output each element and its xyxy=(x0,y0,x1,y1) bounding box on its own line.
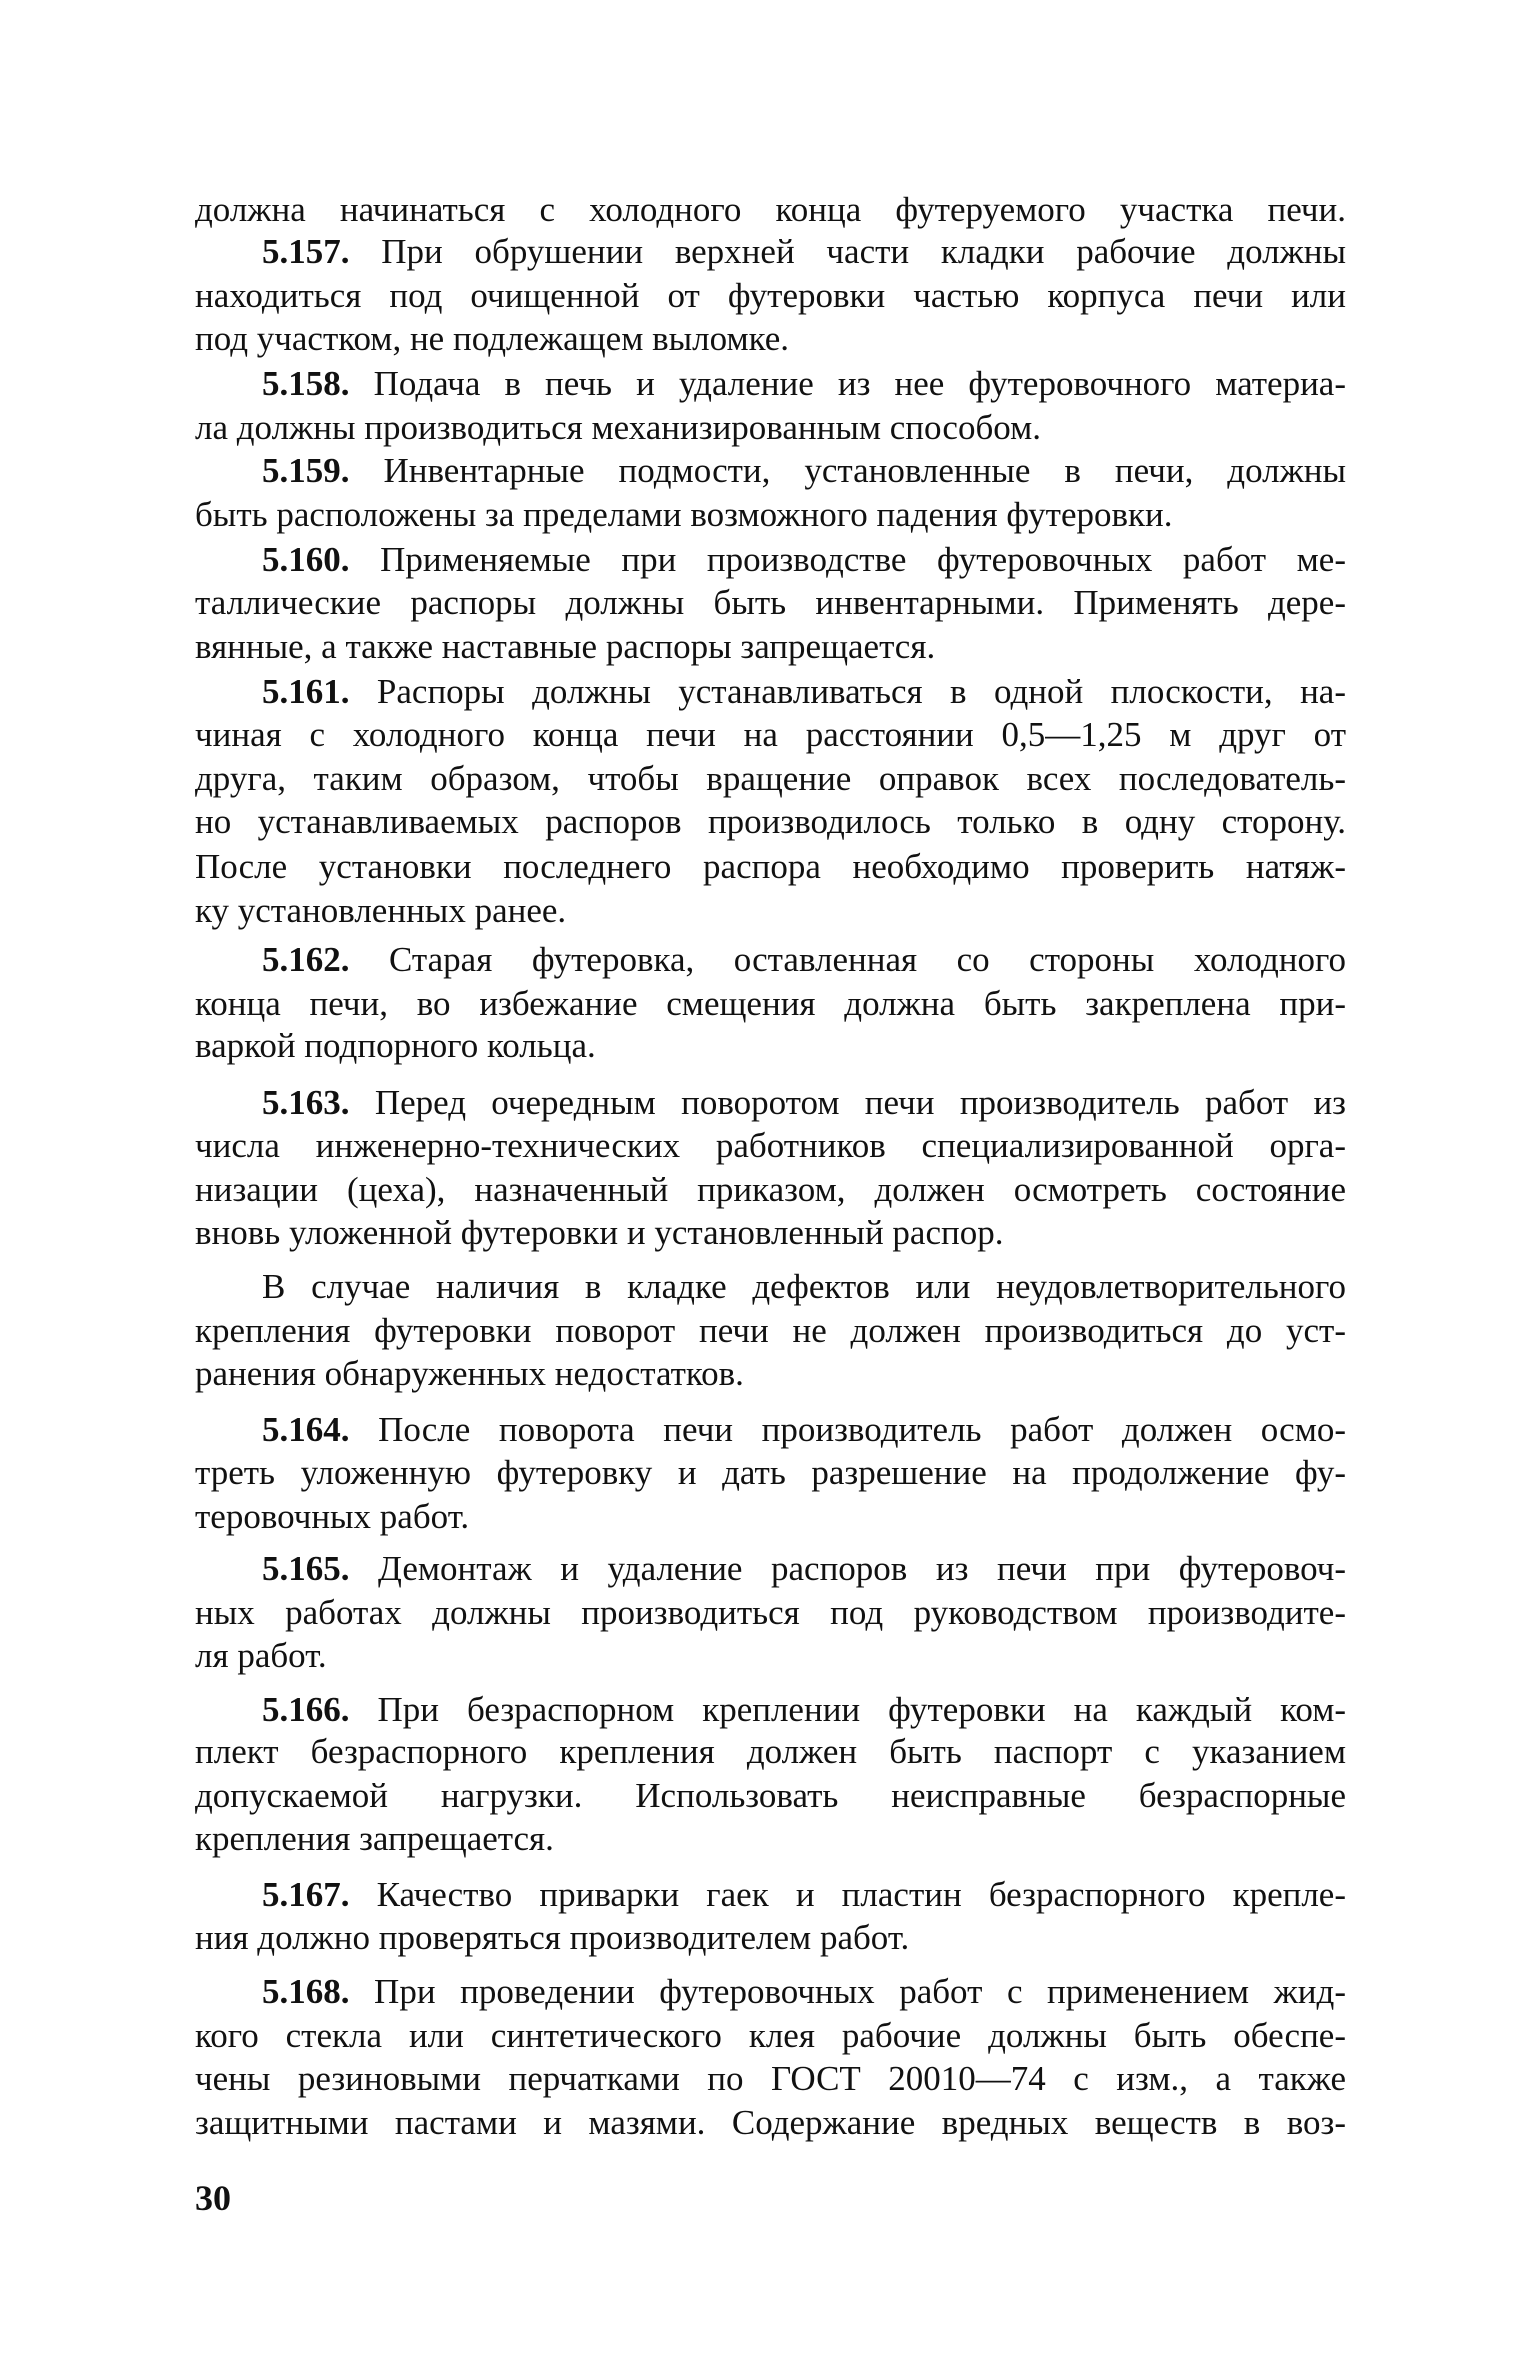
text-line xyxy=(195,1634,1346,1678)
text-line xyxy=(195,982,1346,1026)
line-text: друга, таким образом, чтобы вращение оправок всех последователь- xyxy=(195,759,1346,798)
text-line xyxy=(195,2014,1346,2058)
line-text: крепления футеровки поворот печи не должен производиться до уст- xyxy=(195,1311,1346,1350)
line-text: плект безраспорного крепления должен быть паспорт с указанием xyxy=(195,1732,1346,1771)
text-line xyxy=(195,1451,1346,1495)
line-text: кого стекла или синтетического клея рабочие должны быть обеспе- xyxy=(195,2016,1346,2055)
text-line xyxy=(262,449,1346,493)
text-line xyxy=(195,188,1346,232)
line-text: вновь уложенной футеровки и установленный распор. xyxy=(195,1213,1004,1252)
text-line xyxy=(195,757,1346,801)
text-line xyxy=(195,889,1346,933)
line-text: но устанавливаемых распоров производилось только в одну сторону. xyxy=(195,802,1346,841)
line-text: После поворота печи производитель работ должен осмо- xyxy=(378,1410,1346,1449)
text-line xyxy=(262,670,1346,714)
line-text: находиться под очищенной от футеровки частью корпуса печи или xyxy=(195,276,1346,315)
clause-number: 5.164. xyxy=(262,1410,350,1449)
text-line xyxy=(195,1309,1346,1353)
text-line xyxy=(195,1495,1346,1539)
line-text: ку установленных ранее. xyxy=(195,891,567,930)
text-line xyxy=(195,581,1346,625)
text-line xyxy=(195,625,1346,669)
line-text: Качество приварки гаек и пластин безраспорного крепле- xyxy=(376,1875,1346,1914)
clause-number: 5.167. xyxy=(262,1875,350,1914)
text-line xyxy=(262,538,1346,582)
line-text: ла должны производиться механизированным способом. xyxy=(195,408,1041,447)
text-line xyxy=(195,845,1346,889)
line-text: конца печи, во избежание смещения должна быть закреплена при- xyxy=(195,984,1346,1023)
text-line xyxy=(195,1168,1346,1212)
line-text: числа инженерно-технических работников специализированной орга- xyxy=(195,1126,1346,1165)
line-text: ния должно проверяться производителем работ. xyxy=(195,1918,910,1957)
line-text: Применяемые при производстве футеровочных работ ме- xyxy=(380,540,1347,579)
text-line xyxy=(262,230,1346,274)
text-line xyxy=(195,800,1346,844)
line-text: защитными пастами и мазями. Содержание вредных веществ в воз- xyxy=(195,2103,1346,2142)
clause-number: 5.157. xyxy=(262,232,350,271)
line-text: теровочных работ. xyxy=(195,1497,470,1536)
line-text: крепления запрещается. xyxy=(195,1819,554,1858)
text-line xyxy=(262,938,1346,982)
line-text: чены резиновыми перчатками по ГОСТ 20010—74 с изм., а также xyxy=(195,2059,1346,2098)
text-line xyxy=(195,274,1346,318)
text-line xyxy=(262,1547,1346,1591)
line-text: При проведении футеровочных работ с применением жид- xyxy=(374,1972,1346,2011)
line-text: Инвентарные подмости, установленные в печи, должны xyxy=(383,451,1346,490)
text-line xyxy=(195,1916,1346,1960)
text-line xyxy=(195,2101,1346,2145)
line-text: под участком, не подлежащем выломке. xyxy=(195,319,790,358)
text-line xyxy=(195,1730,1346,1774)
line-text: При обрушении верхней части кладки рабочие должны xyxy=(381,232,1347,271)
clause-number: 5.159. xyxy=(262,451,350,490)
line-text: допускаемой нагрузки. Использовать неисправные безраспорные xyxy=(195,1776,1346,1815)
line-text: ля работ. xyxy=(195,1636,327,1675)
line-text: низации (цеха), назначенный приказом, должен осмотреть состояние xyxy=(195,1170,1346,1209)
line-text: вянные, а также наставные распоры запрещается. xyxy=(195,627,936,666)
text-line xyxy=(195,1352,1346,1396)
line-text: После установки последнего распора необходимо проверить натяж- xyxy=(195,847,1346,886)
text-line xyxy=(262,1688,1346,1732)
line-text: чиная с холодного конца печи на расстоянии 0,5—1,25 м друг от xyxy=(195,715,1346,754)
text-line xyxy=(262,1081,1346,1125)
line-text: варкой подпорного кольца. xyxy=(195,1026,596,1065)
text-line xyxy=(195,1211,1346,1255)
page-number: 30 xyxy=(195,2178,231,2218)
text-line xyxy=(195,1774,1346,1818)
text-line xyxy=(262,362,1346,406)
text-line xyxy=(262,1408,1346,1452)
clause-number: 5.166. xyxy=(262,1690,350,1729)
line-text: Подача в печь и удаление из нее футеровочного материа- xyxy=(373,364,1347,403)
text-line xyxy=(195,1591,1346,1635)
line-text: Демонтаж и удаление распоров из печи при футеровоч- xyxy=(378,1549,1347,1588)
clause-number: 5.160. xyxy=(262,540,350,579)
line-text: Старая футеровка, оставленная со стороны холодного xyxy=(389,940,1347,979)
text-line xyxy=(195,1817,1346,1861)
line-text: ранения обнаруженных недостатков. xyxy=(195,1354,744,1393)
text-line xyxy=(262,1873,1346,1917)
line-text: Перед очередным поворотом печи производитель работ из xyxy=(374,1083,1347,1122)
text-line xyxy=(195,1124,1346,1168)
clause-number: 5.168. xyxy=(262,1972,350,2011)
text-line xyxy=(195,406,1346,450)
clause-number: 5.165. xyxy=(262,1549,350,1588)
clause-number: 5.158. xyxy=(262,364,350,403)
text-line xyxy=(195,1024,1346,1068)
line-text: Распоры должны устанавливаться в одной плоскости, на- xyxy=(376,672,1346,711)
text-line xyxy=(195,317,1346,361)
text-line xyxy=(262,1970,1346,2014)
text-line xyxy=(262,1265,1346,1309)
clause-number: 5.162. xyxy=(262,940,350,979)
line-text: При безраспорном креплении футеровки на каждый ком- xyxy=(377,1690,1346,1729)
clause-number: 5.161. xyxy=(262,672,350,711)
text-line xyxy=(195,2057,1346,2101)
line-text: быть расположены за пределами возможного падения футеровки. xyxy=(195,495,1173,534)
line-text: таллические распоры должны быть инвентарными. Применять дере- xyxy=(195,583,1346,622)
line-text: В случае наличия в кладке дефектов или неудовлетворительного xyxy=(262,1267,1346,1306)
text-line xyxy=(195,713,1346,757)
clause-number: 5.163. xyxy=(262,1083,350,1122)
line-text: ных работах должны производиться под руководством производите- xyxy=(195,1593,1346,1632)
line-text: должна начинаться с холодного конца футеруемого участка печи. xyxy=(195,190,1346,229)
text-line xyxy=(195,493,1346,537)
line-text: треть уложенную футеровку и дать разрешение на продолжение фу- xyxy=(195,1453,1346,1492)
